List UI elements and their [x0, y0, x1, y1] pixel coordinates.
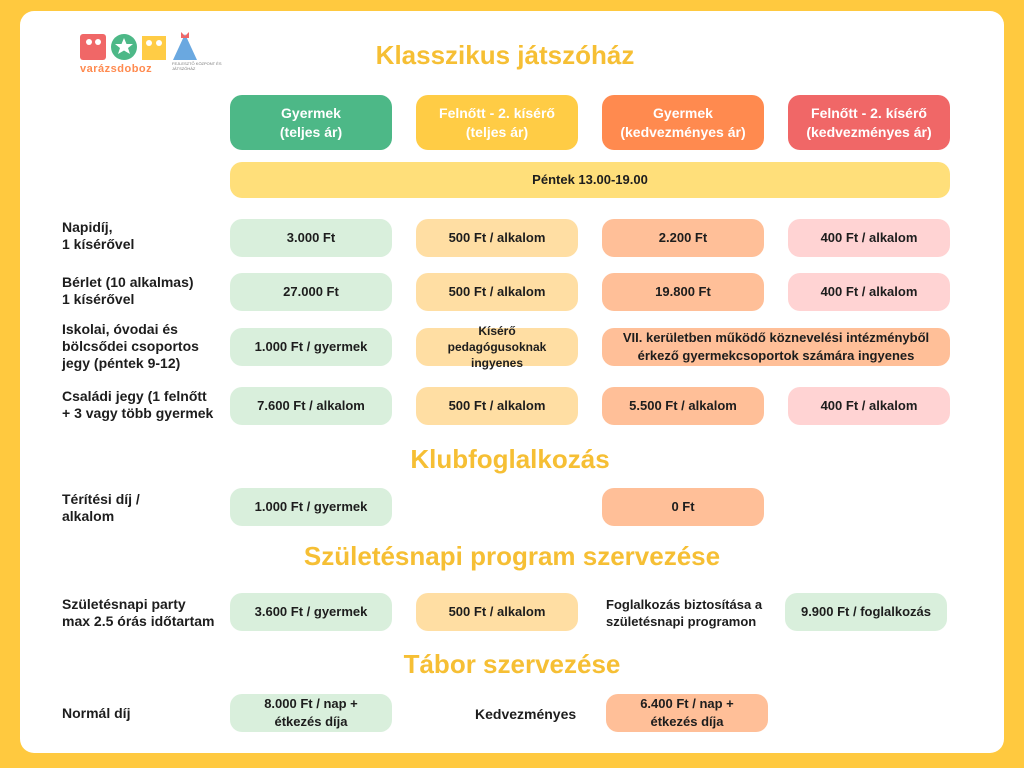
price-cell: Kísérő pedagógusoknak ingyenes — [416, 328, 578, 366]
section-title-birthday: Születésnapi program szervezése — [303, 541, 721, 571]
row-label-family: Családi jegy (1 felnőtt + 3 vagy több gyermek — [62, 388, 214, 422]
schedule-band: Péntek 13.00-19.00 — [230, 162, 950, 198]
header-child-discount — [602, 95, 764, 150]
header-child-full — [230, 95, 392, 150]
price-cell: 400 Ft / alkalom — [788, 273, 950, 311]
row-label-club: Térítési díj / alkalom — [62, 491, 140, 525]
header-line1: Felnőtt - 2. kísérő — [439, 104, 555, 121]
header-line2: (kedvezményes ár) — [806, 123, 932, 140]
price-cell: 3.600 Ft / gyermek — [230, 593, 392, 631]
header-line1: Gyermek — [653, 104, 713, 121]
row-label-camp-discount: Kedvezményes — [475, 706, 577, 722]
price-cell: 500 Ft / alkalom — [416, 273, 578, 311]
price-cell: 5.500 Ft / alkalom — [602, 387, 764, 425]
row-label-camp-normal: Normál díj — [62, 705, 131, 721]
header-line1: Felnőtt - 2. kísérő — [811, 104, 927, 121]
price-cell: 400 Ft / alkalom — [788, 387, 950, 425]
price-cell: 7.600 Ft / alkalom — [230, 387, 392, 425]
price-cell: 8.000 Ft / nap + étkezés díja — [230, 694, 392, 732]
brand-logo — [78, 28, 223, 80]
price-cell: 6.400 Ft / nap + étkezés díja — [606, 694, 768, 732]
brand-tagline: FEJLESZTŐ KÖZPONT ÉS JÁTSZÓHÁZ — [172, 61, 222, 71]
birthday-extra-label: Foglalkozás biztosítása a születésnapi programon — [606, 597, 763, 629]
header-line2: (teljes ár) — [465, 123, 529, 140]
price-cell: 500 Ft / alkalom — [416, 387, 578, 425]
brand-name: varázsdoboz — [80, 63, 153, 75]
header-line2: (teljes ár) — [279, 123, 343, 140]
section-title-camp: Tábor szervezése — [403, 649, 621, 679]
row-label-birthday: Születésnapi party max 2.5 órás időtartam — [62, 596, 215, 630]
price-cell: 500 Ft / alkalom — [416, 593, 578, 631]
price-cell: 19.800 Ft — [602, 273, 764, 311]
header-adult-full — [416, 95, 578, 150]
price-cell: 1.000 Ft / gyermek — [230, 488, 392, 526]
row-label-pass: Bérlet (10 alkalmas) 1 kísérővel — [62, 274, 194, 308]
price-cell: 3.000 Ft — [230, 219, 392, 257]
price-cell: 27.000 Ft — [230, 273, 392, 311]
header-adult-discount — [788, 95, 950, 150]
header-line1: Gyermek — [281, 104, 341, 121]
price-cell: 500 Ft / alkalom — [416, 219, 578, 257]
section-title-playhouse: Klasszikus játszóház — [375, 40, 635, 70]
price-cell: 400 Ft / alkalom — [788, 219, 950, 257]
row-label-group: Iskolai, óvodai és bölcsődei csoportos jegy (péntek 9-12) — [62, 321, 199, 372]
price-cell: 9.900 Ft / foglalkozás — [785, 593, 947, 631]
price-cell: 2.200 Ft — [602, 219, 764, 257]
header-line2: (kedvezményes ár) — [620, 123, 746, 140]
price-cell-wide: VII. kerületben működő köznevelési intézményből érkező gyermekcsoportok számára ingyenes — [602, 328, 950, 366]
logo-shapes-icon — [78, 28, 218, 62]
section-title-club: Klubfoglalkozás — [410, 444, 610, 474]
price-cell: 0 Ft — [602, 488, 764, 526]
row-label-daily: Napidíj, 1 kísérővel — [62, 219, 135, 253]
price-cell: 1.000 Ft / gyermek — [230, 328, 392, 366]
